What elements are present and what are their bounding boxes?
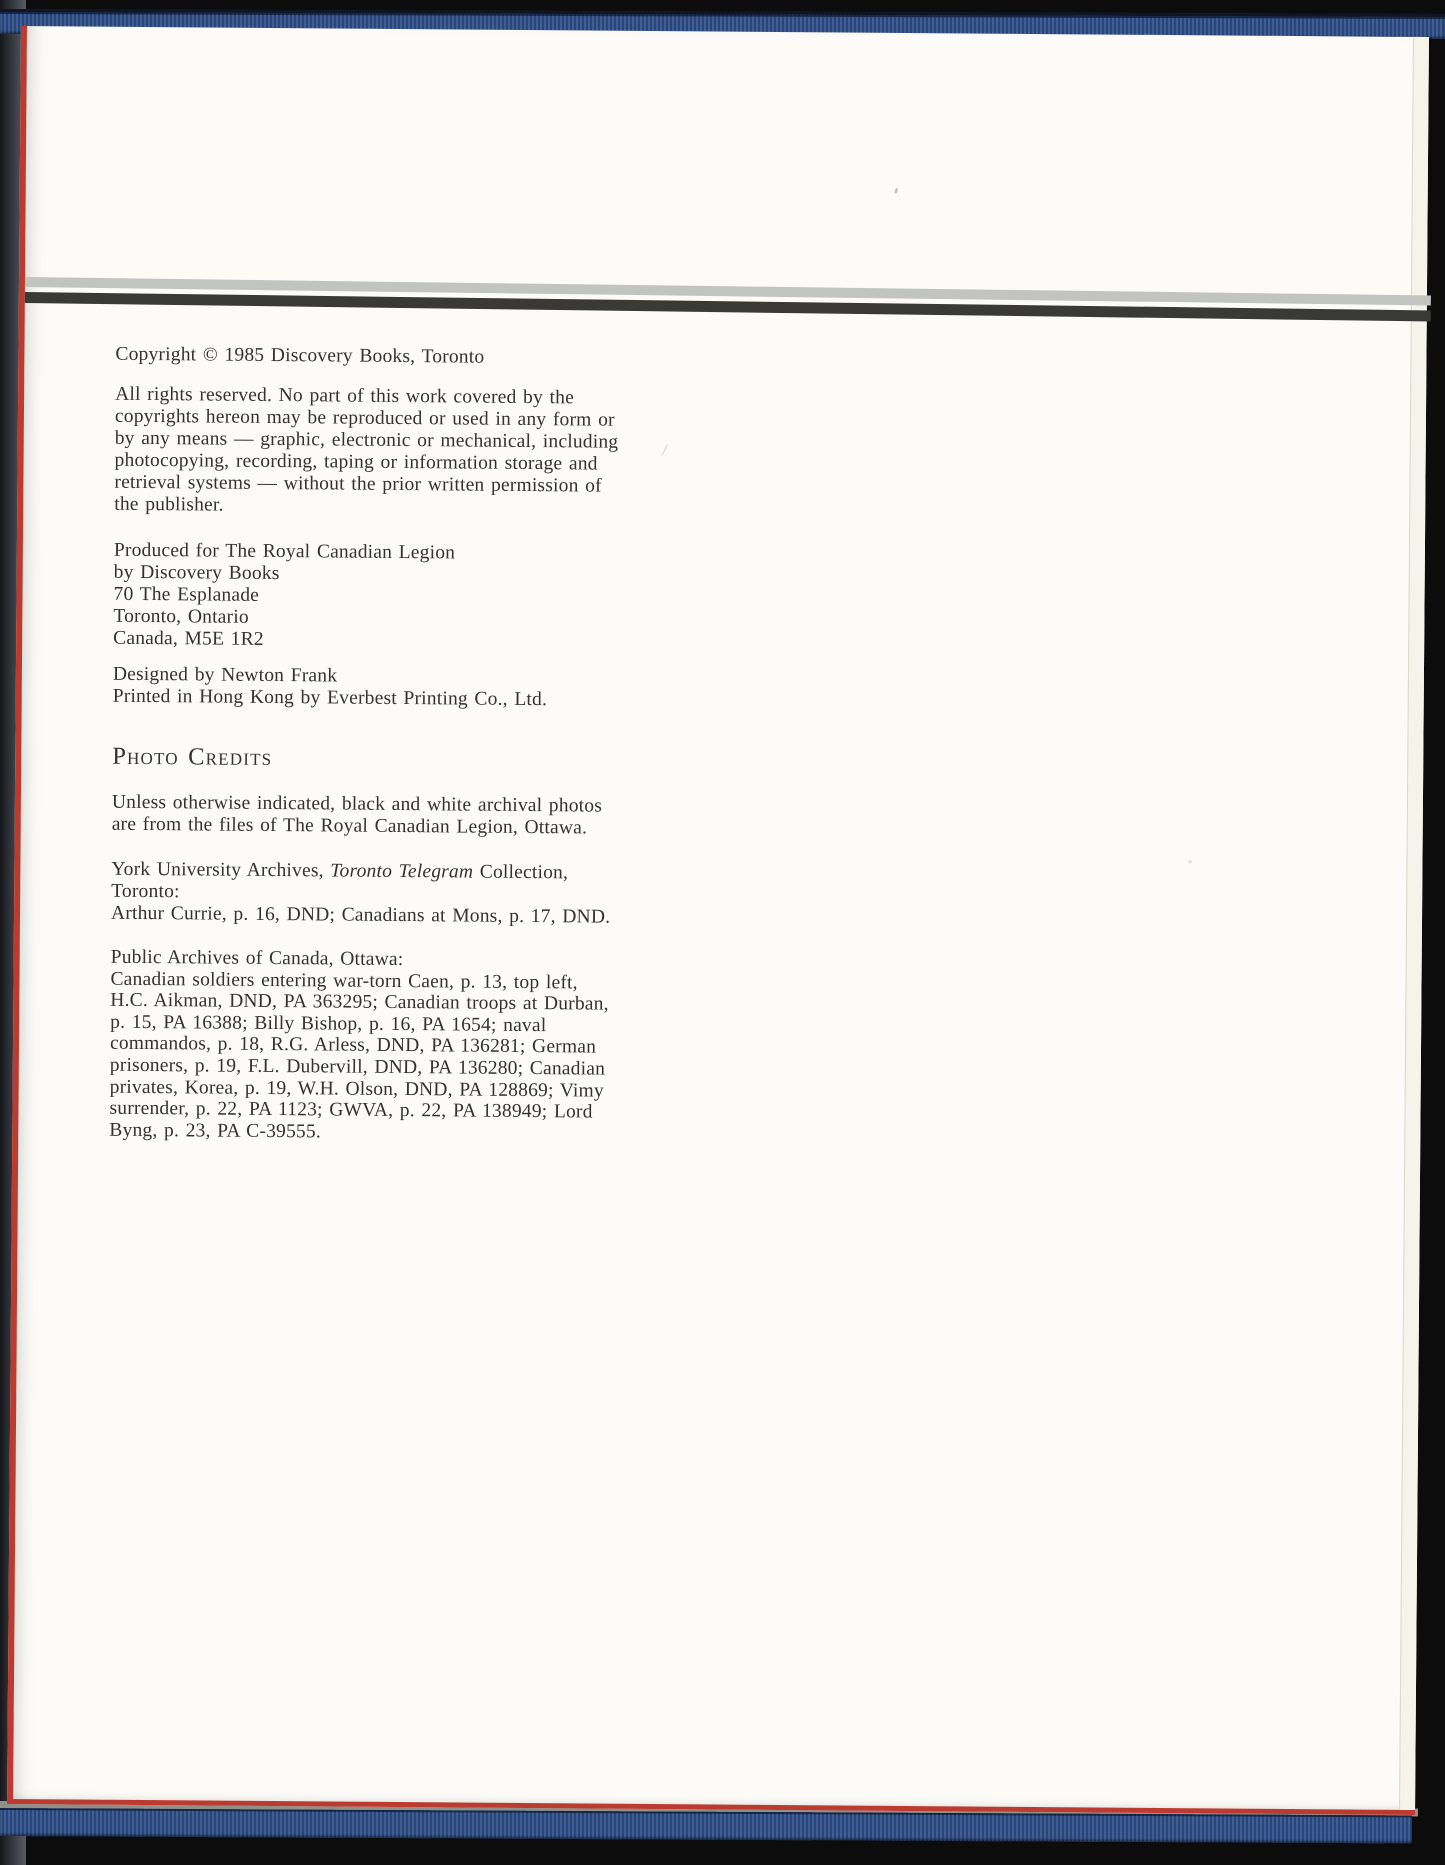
public-archives-credit: Public Archives of Canada, Ottawa: Canadian soldiers entering war-torn Caen, p. 13, top left, H.C. Aikman, DND, PA 363295; Canadian troops at Durban, p. 15, PA 16388; Billy Bishop, p. 16, PA 1654; naval commandos, p. 18, R.G. Arless, DND, PA 136281; German prisoners, p. 19, F.L. Dubervill, DND, PA 136280; Canadian privates, Korea, p. 19, W.H. Olson, DND, PA 128869; Vimy surrender, p. 22, PA 1123; GWVA, p. 22, PA 138949; Lord Byng, p. 23, PA C-39555. — [109, 946, 609, 1143]
dust-speck — [894, 188, 899, 195]
rights-paragraph: All rights reserved. No part of this work covered by the copyrights hereon may be reproduced or used in any form or by any means — graphic, electronic or mechanical, including photocopying, recording, taping or information storage and retrieval systems — without the prior written permission of the publisher. — [114, 383, 619, 516]
copyright-page — [7, 26, 1429, 1815]
york-archives-credit — [111, 859, 611, 929]
york-credit-text-start: York University Archives, — [111, 858, 331, 882]
publisher-address-block: Produced for The Royal Canadian Legion by Discovery Books 70 The Esplanade Toronto, Ontario Canada, M5E 1R2 — [113, 539, 456, 650]
copyright-line: Copyright © 1985 Discovery Books, Toronto — [115, 343, 485, 368]
photo-credits-intro: Unless otherwise indicated, black and white archival photos are from the files of The Royal Canadian Legion, Ottawa. — [111, 791, 603, 839]
york-credit-text-end: Collection, Toronto: Arthur Currie, p. 16, DND; Canadians at Mons, p. 17, DND. — [110, 861, 611, 928]
toronto-telegram-italic: Toronto Telegram — [330, 860, 474, 883]
scratch-mark — [660, 443, 668, 456]
dust-speck — [1188, 860, 1191, 863]
photo-credits-heading: Photo Credits — [112, 742, 273, 771]
design-printing-block: Designed by Newton Frank Printed in Hong Kong by Everbest Printing Co., Ltd. — [112, 663, 548, 711]
